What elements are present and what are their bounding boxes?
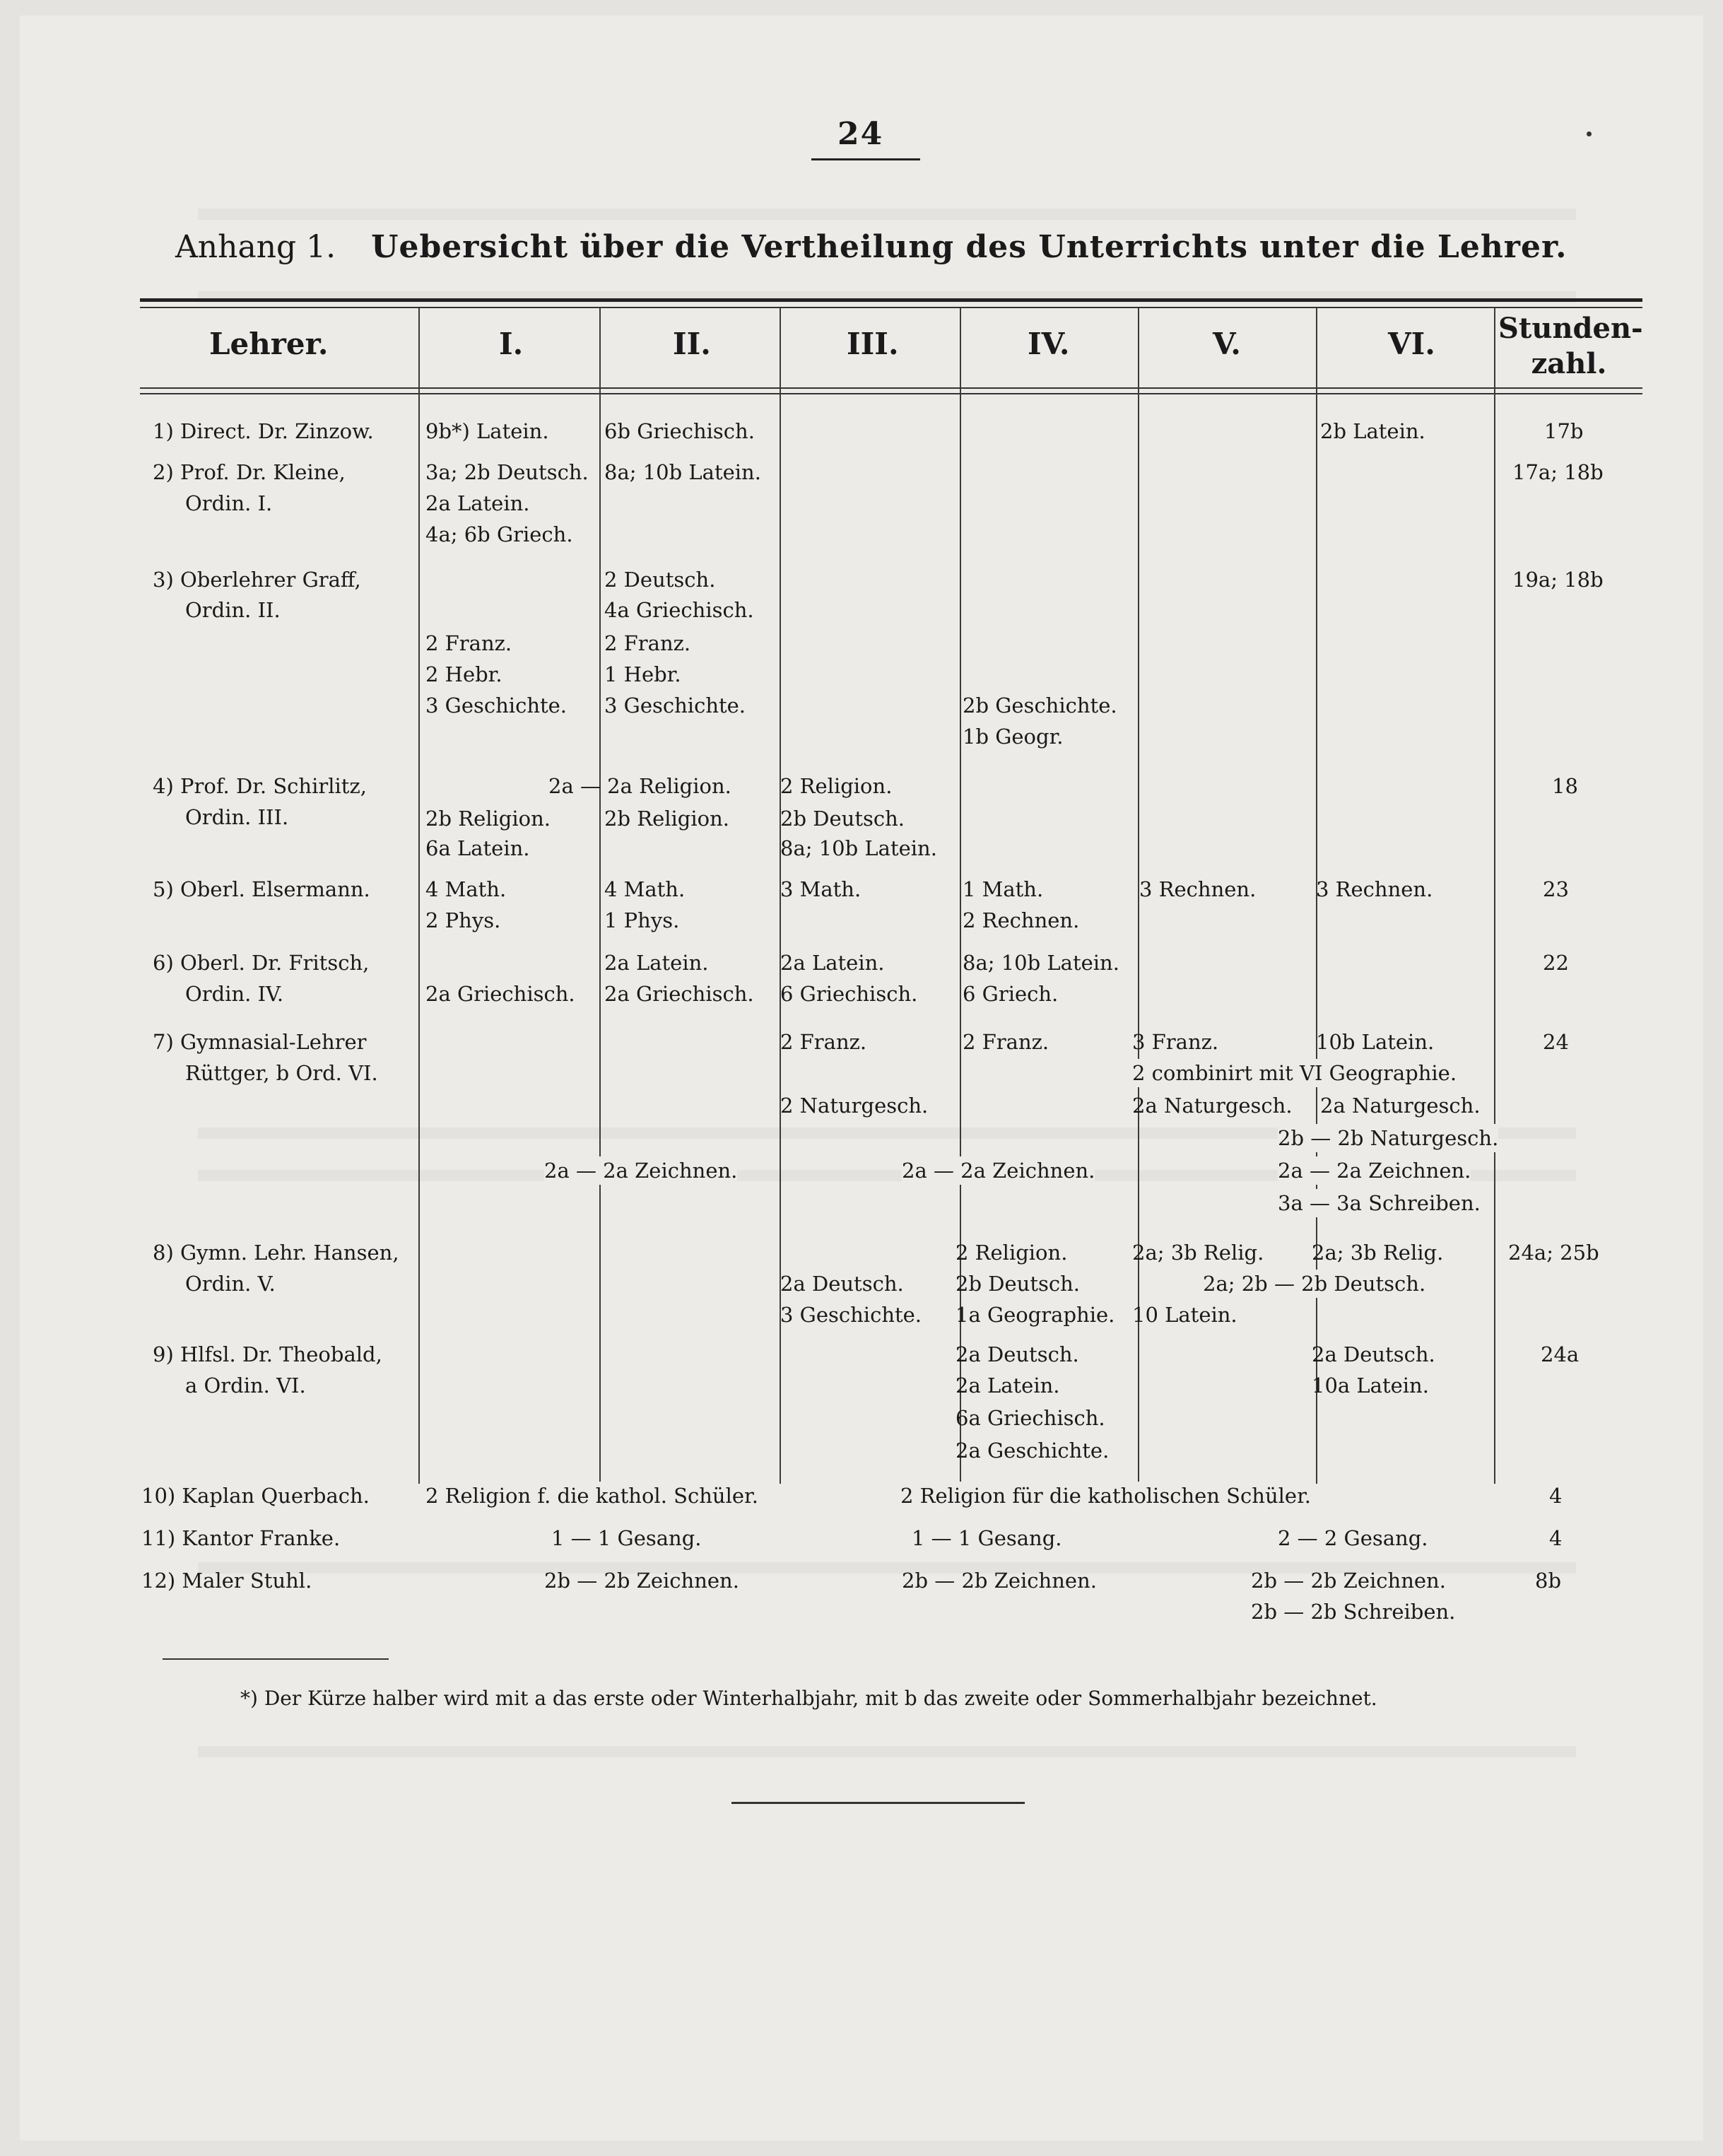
cell-spanning: 2b — 2b Zeichnen.	[902, 1569, 1097, 1593]
cell: 2a Latein.	[955, 1373, 1060, 1398]
cell: 2b Religion.	[425, 807, 551, 831]
hours-value: 18	[1552, 774, 1578, 798]
column-divider	[1494, 308, 1495, 1484]
cell: 2b Religion.	[604, 807, 729, 831]
cell: 6a Latein.	[425, 836, 530, 860]
cell: 2 Rechnen.	[963, 908, 1080, 932]
teacher-name-line2: Ordin. IV.	[185, 982, 284, 1006]
header-class-ii: II.	[673, 327, 711, 361]
cell: 8a; 10b Latein.	[604, 460, 761, 484]
cell: 2a Naturgesch.	[1320, 1094, 1481, 1118]
cell: 6 Griech.	[963, 982, 1059, 1006]
teacher-name: 3) Oberlehrer Graff,	[153, 568, 361, 592]
cell: 1 Phys.	[604, 908, 680, 932]
cell: 4 Math.	[604, 877, 686, 901]
cell: 2 Religion.	[955, 1241, 1068, 1265]
cell: 2b Geschichte.	[963, 693, 1117, 717]
header-bottom-rule-thin	[140, 393, 1642, 394]
cell: 6a Griechisch.	[955, 1406, 1105, 1430]
teacher-name: 10) Kaplan Querbach.	[141, 1484, 370, 1508]
cell: 2a Griechisch.	[425, 982, 575, 1006]
page-number-rule	[811, 158, 920, 160]
cell: 2a; 3b Relig.	[1312, 1241, 1444, 1265]
cell: 2a Geschichte.	[955, 1439, 1110, 1463]
cell: 2a Latein.	[425, 491, 530, 515]
teacher-name-line2: Ordin. II.	[185, 598, 281, 622]
cell: 4a; 6b Griech.	[425, 522, 573, 546]
header-hours-line2: zahl.	[1531, 347, 1607, 380]
footnote-rule	[163, 1658, 389, 1660]
cell-spanning: 2b — 2b Schreiben.	[1251, 1600, 1456, 1624]
header-hours-line1: Stunden-	[1498, 312, 1643, 345]
column-divider	[599, 308, 601, 1484]
header-class-vi: VI.	[1388, 327, 1435, 361]
cell: 2a Griechisch.	[604, 982, 754, 1006]
end-rule	[731, 1802, 1025, 1804]
table-top-rule-thin	[140, 307, 1642, 308]
teacher-name: 7) Gymnasial-Lehrer	[153, 1030, 367, 1054]
cell: 3 Franz.	[1132, 1030, 1219, 1054]
cell-spanning: 2 — 2 Gesang.	[1278, 1526, 1428, 1550]
cell: 6b Griechisch.	[604, 419, 755, 443]
cell-spanning: 2a; 2b — 2b Deutsch.	[1203, 1270, 1425, 1298]
cell: 3a; 2b Deutsch.	[425, 460, 589, 484]
teacher-name-line2: a Ordin. VI.	[185, 1373, 306, 1398]
header-class-iv: IV.	[1028, 327, 1070, 361]
cell: 2 Franz.	[425, 631, 512, 655]
ink-dot	[1587, 131, 1592, 136]
cell-spanning: 2 Religion f. die kathol. Schüler.	[420, 1482, 758, 1510]
cell: 6 Griechisch.	[780, 982, 918, 1006]
cell: 3 Math.	[780, 877, 862, 901]
cell: 3 Geschichte.	[425, 693, 568, 717]
page-number: 24	[837, 116, 884, 152]
cell: 8a; 10b Latein.	[780, 836, 937, 860]
cell: 1b Geogr.	[963, 725, 1064, 749]
cell: 2a Deutsch.	[955, 1342, 1079, 1366]
cell: 3 Rechnen.	[1139, 877, 1257, 901]
header-class-v: V.	[1213, 327, 1241, 361]
title-main: Uebersicht über die Vertheilung des Unterrichts unter die Lehrer.	[371, 229, 1568, 265]
cell: 2a Latein.	[604, 951, 709, 975]
cell: 3 Geschichte.	[604, 693, 746, 717]
cell: 4a Griechisch.	[604, 598, 754, 622]
hours-value: 24a	[1541, 1342, 1580, 1366]
hours-value: 24a; 25b	[1508, 1241, 1599, 1265]
cell: 10a Latein.	[1312, 1373, 1429, 1398]
cell: 1 Hebr.	[604, 662, 681, 686]
header-class-iii: III.	[847, 327, 899, 361]
cell: 2b Deutsch.	[955, 1272, 1080, 1296]
cell: 2 Naturgesch.	[780, 1094, 929, 1118]
teacher-name: 9) Hlfsl. Dr. Theobald,	[153, 1342, 382, 1366]
teacher-name: 1) Direct. Dr. Zinzow.	[153, 419, 374, 443]
teacher-name-line2: Rüttger, b Ord. VI.	[185, 1061, 378, 1085]
bleed-through	[198, 209, 1576, 220]
header-teacher: Lehrer.	[209, 327, 329, 361]
cell: 2b Deutsch.	[780, 807, 905, 831]
cell: 10b Latein.	[1316, 1030, 1435, 1054]
cell: 1 Math.	[963, 877, 1044, 901]
cell: 3 Rechnen.	[1316, 877, 1433, 901]
cell: 4 Math.	[425, 877, 507, 901]
cell: 2 Deutsch.	[604, 568, 716, 592]
cell: 2 Phys.	[425, 908, 501, 932]
title-prefix: Anhang 1.	[175, 229, 336, 265]
teacher-name: 11) Kantor Franke.	[141, 1526, 341, 1550]
cell: 2a Deutsch.	[1312, 1342, 1435, 1366]
cell-spanning: 2a — 2a Religion.	[548, 774, 731, 798]
cell: 2 Hebr.	[425, 662, 502, 686]
teacher-name-line2: Ordin. V.	[185, 1272, 276, 1296]
cell-spanning: 2a — 2a Zeichnen.	[902, 1156, 1095, 1185]
hours-value: 4	[1549, 1484, 1563, 1508]
cell: 8a; 10b Latein.	[963, 951, 1119, 975]
hours-value: 17a; 18b	[1512, 460, 1604, 484]
teacher-name: 2) Prof. Dr. Kleine,	[153, 460, 346, 484]
cell-spanning: 1 — 1 Gesang.	[912, 1526, 1062, 1550]
teacher-name: 4) Prof. Dr. Schirlitz,	[153, 774, 367, 798]
header-bottom-rule	[140, 387, 1642, 389]
cell: 2 Franz.	[963, 1030, 1049, 1054]
hours-value: 8b	[1535, 1569, 1562, 1593]
cell: 2b Latein.	[1320, 419, 1425, 443]
hours-value: 22	[1543, 951, 1569, 975]
column-divider	[418, 308, 420, 1484]
cell-spanning: 1 — 1 Gesang.	[551, 1526, 702, 1550]
hours-value: 24	[1543, 1030, 1569, 1054]
cell: 3 Geschichte.	[780, 1303, 922, 1327]
cell: 2 Religion.	[780, 774, 893, 798]
cell-spanning: 2 Religion für die katholischen Schüler.	[900, 1482, 1311, 1510]
header-hours	[1498, 311, 1643, 382]
teacher-name: 12) Maler Stuhl.	[141, 1569, 312, 1593]
hours-value: 4	[1549, 1526, 1563, 1550]
cell-spanning: 2a — 2a Zeichnen.	[1278, 1156, 1471, 1185]
teacher-name-line2: Ordin. I.	[185, 491, 273, 515]
teacher-name: 8) Gymn. Lehr. Hansen,	[153, 1241, 399, 1265]
table-top-rule	[140, 298, 1642, 302]
cell: 10 Latein.	[1132, 1303, 1237, 1327]
teacher-name: 5) Oberl. Elsermann.	[153, 877, 370, 901]
cell: 2a Deutsch.	[780, 1272, 904, 1296]
cell: 2a Latein.	[780, 951, 885, 975]
page-title	[175, 229, 1567, 265]
teacher-name-line2: Ordin. III.	[185, 805, 289, 829]
header-class-i: I.	[499, 327, 524, 361]
footnote: *) Der Kürze halber wird mit a das erste oder Winterhalbjahr, mit b das zweite oder Sommerhalbjahr bezeichnet.	[240, 1687, 1377, 1710]
cell: 2 Franz.	[604, 631, 691, 655]
bleed-through	[198, 1746, 1576, 1757]
cell-spanning: 2b — 2b Zeichnen.	[1251, 1569, 1446, 1593]
cell: 2a; 3b Relig.	[1132, 1241, 1264, 1265]
cell-spanning: 2a — 2a Zeichnen.	[544, 1156, 737, 1185]
cell: 2 Franz.	[780, 1030, 867, 1054]
cell: 9b*) Latein.	[425, 419, 549, 443]
cell: 2a Naturgesch.	[1132, 1094, 1293, 1118]
hours-value: 19a; 18b	[1512, 568, 1604, 592]
hours-value: 17b	[1544, 419, 1584, 443]
cell-spanning: 3a — 3a Schreiben.	[1278, 1189, 1481, 1217]
cell-spanning: 2b — 2b Zeichnen.	[544, 1569, 739, 1593]
hours-value: 23	[1543, 877, 1569, 901]
cell-spanning: 2b — 2b Naturgesch.	[1278, 1124, 1498, 1152]
teacher-name: 6) Oberl. Dr. Fritsch,	[153, 951, 370, 975]
cell-spanning: 2 combinirt mit VI Geographie.	[1132, 1059, 1457, 1087]
cell: 1a Geographie.	[955, 1303, 1115, 1327]
